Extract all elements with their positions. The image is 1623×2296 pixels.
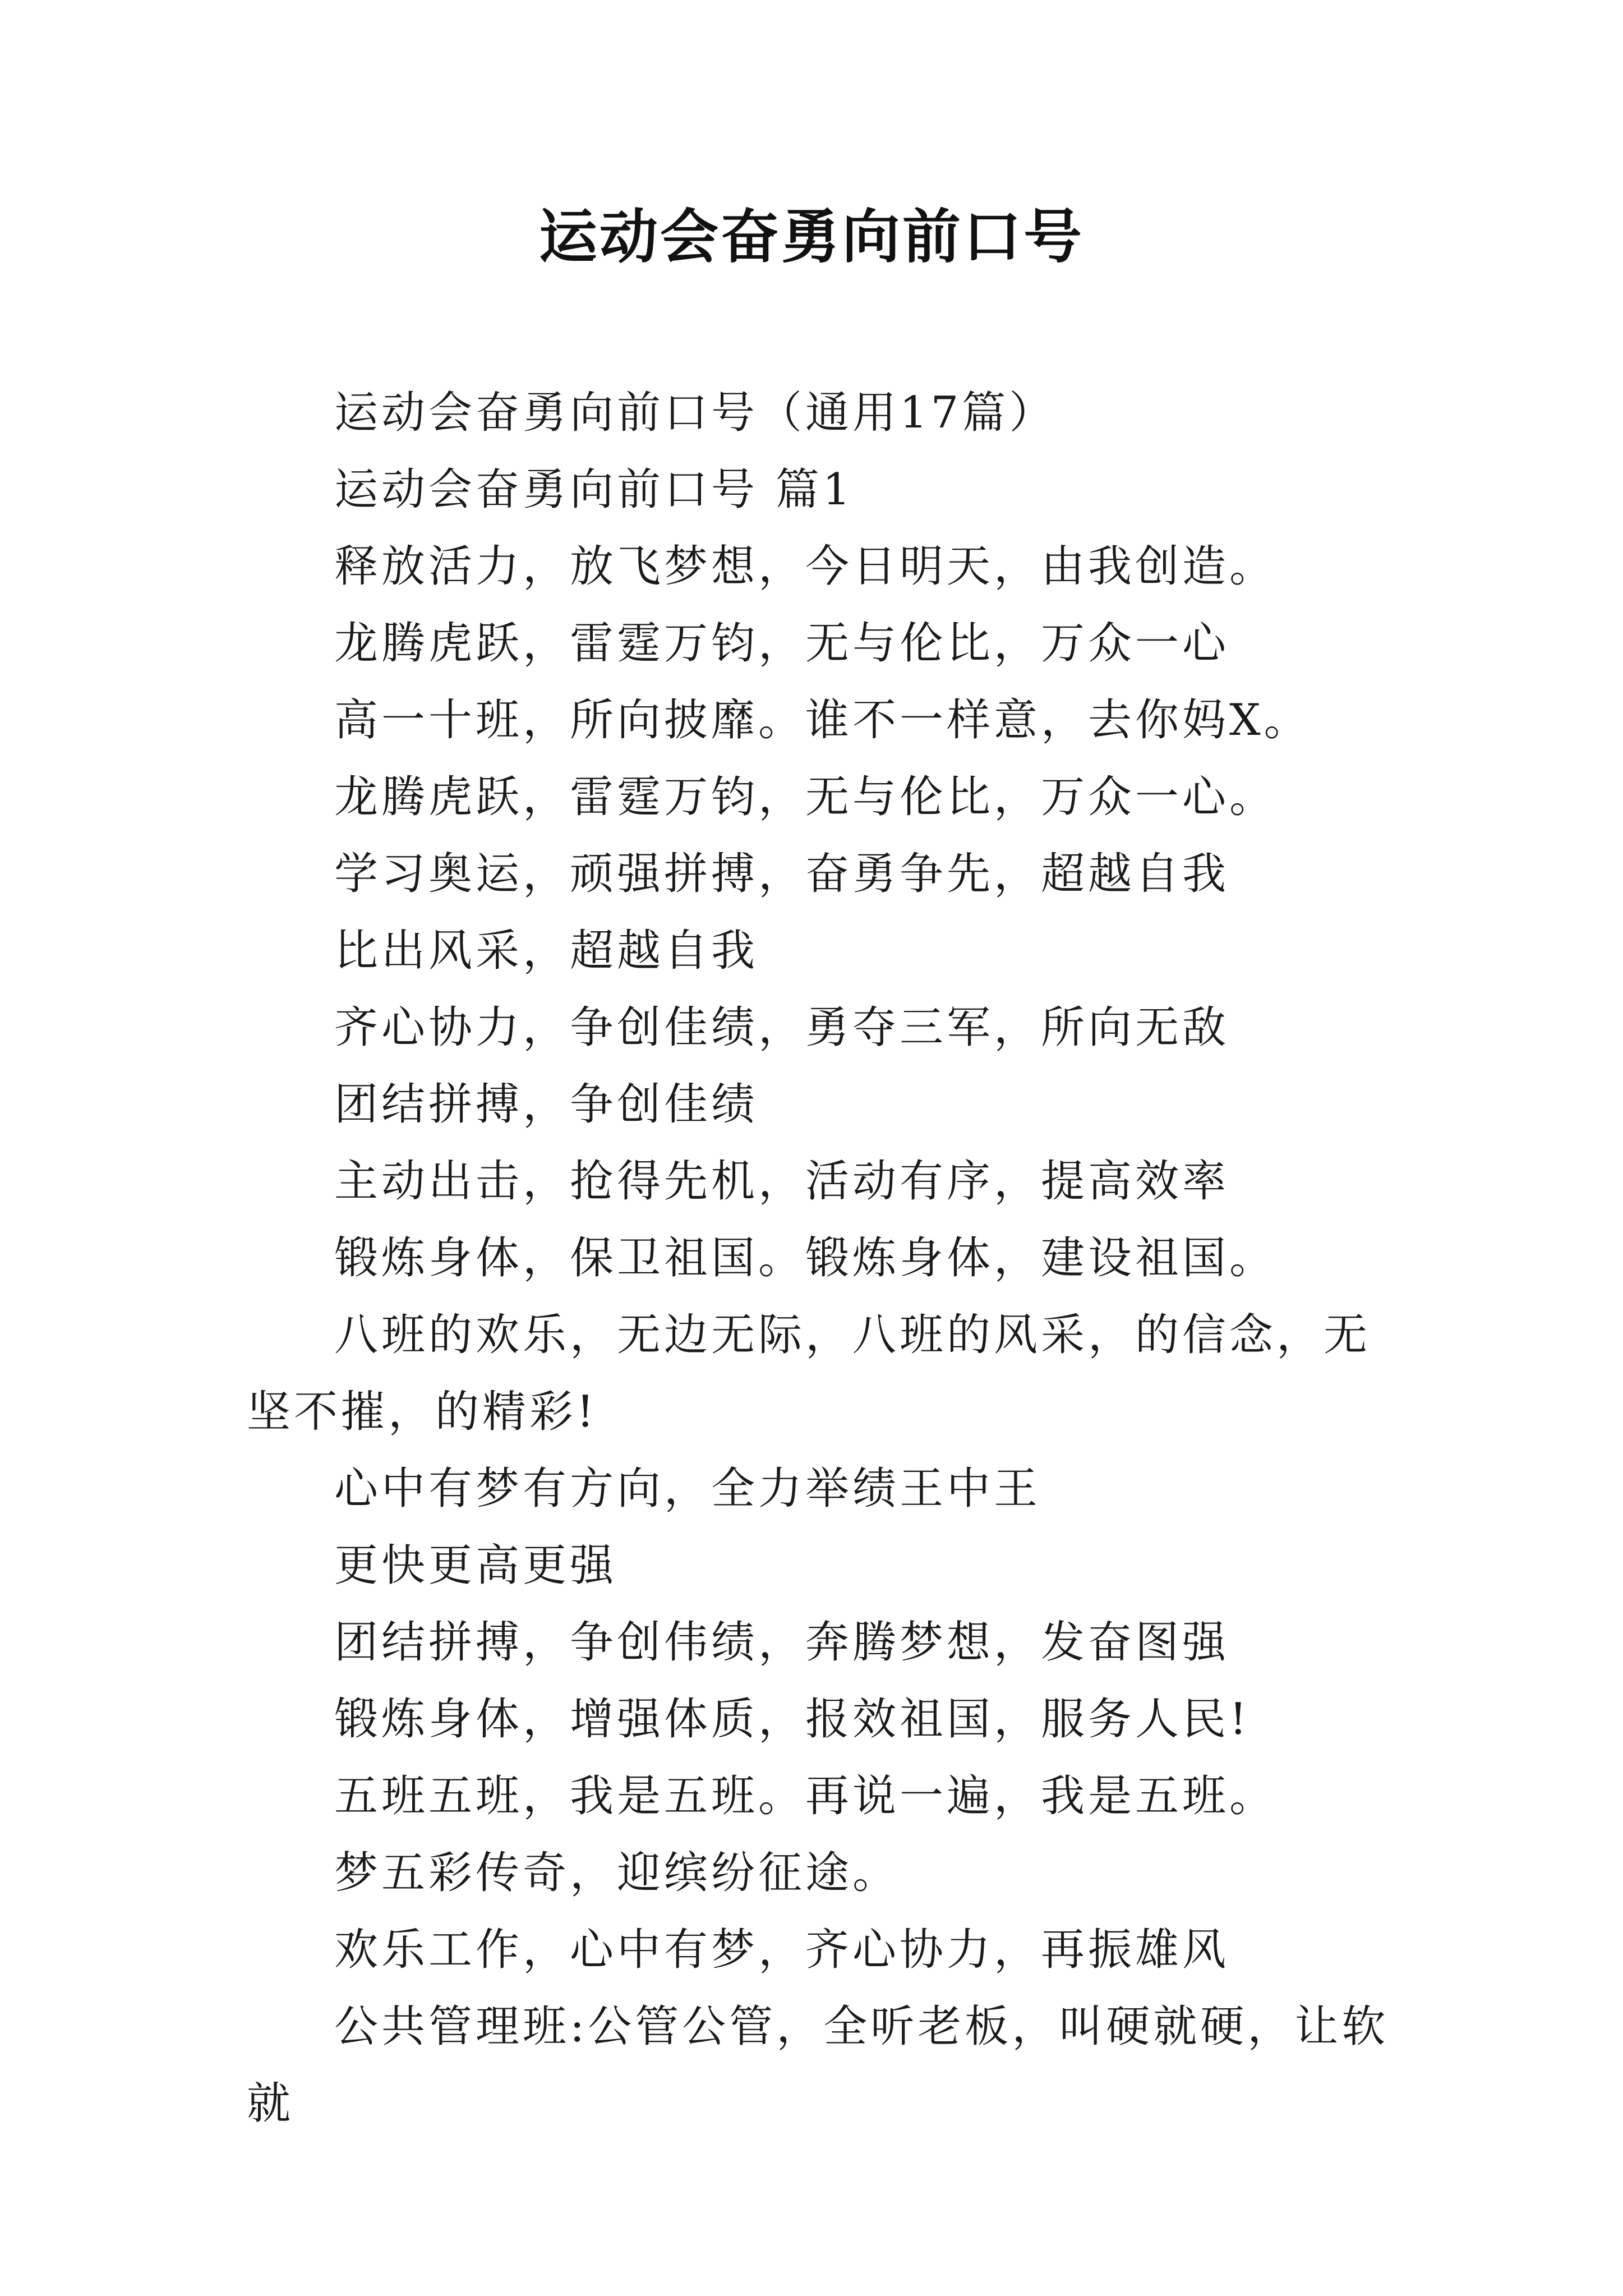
paragraph: 心中有梦有方向，全力举绩王中王	[334, 1464, 1041, 1514]
paragraph: 释放活力，放飞梦想，今日明天，由我创造。	[334, 541, 1277, 592]
document-title: 运动会奋勇向前口号	[538, 202, 1084, 271]
document-body	[247, 375, 1391, 2142]
paragraph: 龙腾虎跃，雷霆万钧，无与伦比，万众一心。	[334, 772, 1277, 822]
paragraph: 团结拼搏，争创伟绩，奔腾梦想，发奋图强	[334, 1617, 1230, 1668]
paragraph: 锻炼身体，增强体质，报效祖国，服务人民!	[334, 1694, 1251, 1745]
paragraph: 更快更高更强	[334, 1540, 617, 1591]
paragraph: 运动会奋勇向前口号 篇1	[334, 464, 854, 515]
paragraph: 齐心协力，争创佳绩，勇夺三军，所向无敌	[334, 1002, 1230, 1053]
paragraph: 锻炼身体，保卫祖国。锻炼身体，建设祖国。	[334, 1233, 1277, 1283]
paragraph: 比出风采，超越自我	[334, 926, 759, 976]
paragraph: 五班五班，我是五班。再说一遍，我是五班。	[334, 1771, 1277, 1821]
paragraph: 八班的欢乐，无边无际，八班的风采，的信念，无坚不摧，的精彩!	[247, 1310, 1371, 1437]
paragraph: 公共管理班:公管公管，全听老板，叫硬就硬，让软就	[247, 2001, 1389, 2129]
paragraph: 主动出击，抢得先机，活动有序，提高效率	[334, 1156, 1230, 1207]
paragraph: 高一十班，所向披靡。谁不一样意，去你妈X。	[334, 695, 1311, 746]
paragraph: 龙腾虎跃，雷霆万钧，无与伦比，万众一心	[334, 618, 1230, 669]
paragraph: 学习奥运，顽强拼搏，奋勇争先，超越自我	[334, 849, 1230, 899]
paragraph: 欢乐工作，心中有梦，齐心协力，再振雄风	[334, 1925, 1230, 1975]
paragraph: 梦五彩传奇，迎缤纷征途。	[334, 1848, 900, 1898]
paragraph: 运动会奋勇向前口号（通用17篇）	[334, 388, 1057, 438]
paragraph: 团结拼搏，争创佳绩	[334, 1079, 759, 1130]
